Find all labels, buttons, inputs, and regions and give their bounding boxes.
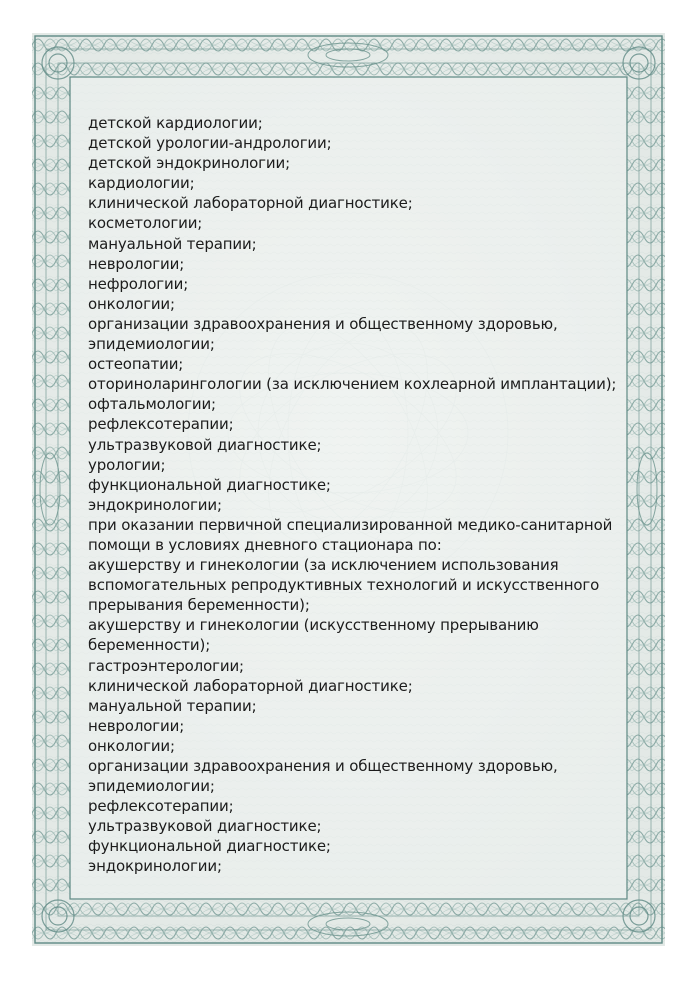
certificate-sheet <box>32 33 665 946</box>
list-item: рефлексотерапии; <box>88 415 234 434</box>
list-item: мануальной терапии; <box>88 234 257 253</box>
list-item: онкологии; <box>88 294 175 313</box>
list-item: организации здравоохранения и общественному здоровью, <box>88 314 558 333</box>
list-item: детской урологии-андрологии; <box>88 134 332 153</box>
list-item: мануальной терапии; <box>88 696 257 715</box>
list-item: вспомогательных репродуктивных технологий и искусственного <box>88 576 600 595</box>
list-item: эндокринологии; <box>88 857 222 876</box>
list-item: детской кардиологии; <box>88 114 263 132</box>
list-item: клинической лабораторной диагностике; <box>88 194 413 213</box>
list-item: урологии; <box>88 455 166 474</box>
list-item: беременности); <box>88 636 211 655</box>
list-item: ультразвуковой диагностике; <box>88 435 322 454</box>
list-item: эндокринологии; <box>88 495 222 514</box>
list-item: кардиологии; <box>88 174 195 193</box>
activity-list <box>88 113 648 877</box>
list-item: неврологии; <box>88 716 185 735</box>
list-item: функциональной диагностике; <box>88 837 331 856</box>
list-item: косметологии; <box>88 214 203 233</box>
list-item: прерывания беременности); <box>88 596 310 615</box>
list-item: рефлексотерапии; <box>88 797 234 816</box>
list-item: функциональной диагностике; <box>88 475 331 494</box>
list-item: онкологии; <box>88 736 175 755</box>
list-item: эпидемиологии; <box>88 335 215 354</box>
list-item: остеопатии; <box>88 355 184 374</box>
list-item: детской эндокринологии; <box>88 154 290 173</box>
list-item: акушерству и гинекологии (за исключением использования <box>88 556 559 575</box>
list-item: офтальмологии; <box>88 395 216 414</box>
list-item: эпидемиологии; <box>88 777 215 796</box>
list-item: оториноларингологии (за исключением кохлеарной имплантации); <box>88 375 617 394</box>
list-item: гастроэнтерологии; <box>88 656 244 675</box>
list-item: неврологии; <box>88 254 185 273</box>
list-item: нефрологии; <box>88 274 189 293</box>
section-heading-line: при оказании первичной специализированной медико-санитарной <box>88 515 613 534</box>
section-heading-line: помощи в условиях дневного стационара по: <box>88 535 442 554</box>
list-item: клинической лабораторной диагностике; <box>88 676 413 695</box>
list-item: акушерству и гинекологии (искусственному прерыванию <box>88 616 539 635</box>
list-item: организации здравоохранения и общественному здоровью, <box>88 757 558 775</box>
list-item: ультразвуковой диагностике; <box>88 817 322 836</box>
